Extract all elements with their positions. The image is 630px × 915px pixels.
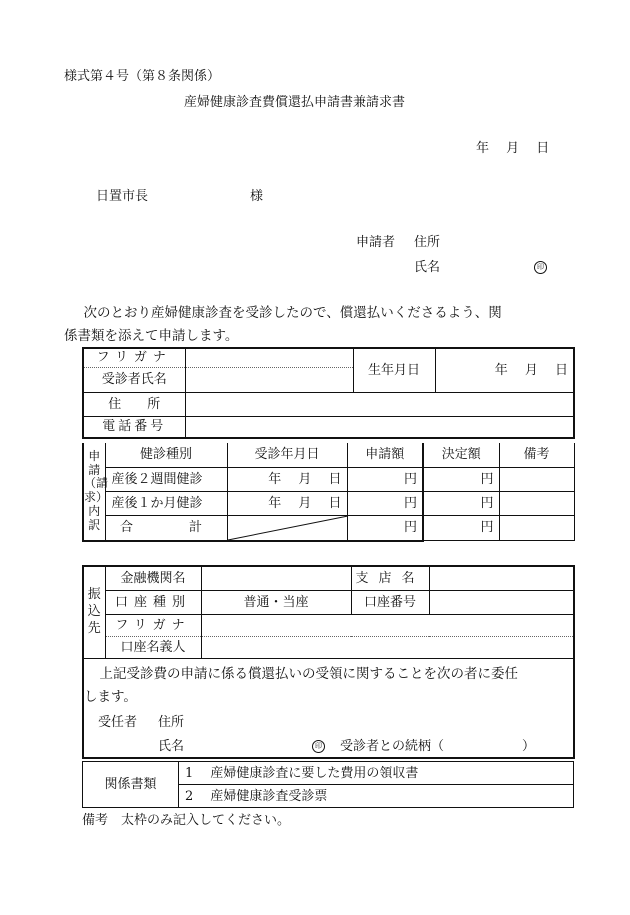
side-char: 先 — [87, 620, 101, 636]
side-char: 振 — [87, 586, 101, 602]
agent-seal — [312, 740, 325, 753]
row-date[interactable]: 年 月 日 — [227, 467, 347, 491]
document-item-2: 2 産婦健康診査受診票 — [185, 788, 328, 804]
furigana-field[interactable] — [185, 348, 353, 367]
row-apply[interactable]: 円 — [347, 467, 423, 491]
applicant-label: 申請者 — [356, 235, 396, 250]
addressee-honorific: 様 — [250, 189, 264, 204]
delegation-section — [83, 658, 574, 758]
total-date-void — [227, 515, 347, 541]
row-remarks — [499, 467, 574, 491]
header-kind: 健診種別 — [105, 443, 227, 467]
total-apply[interactable]: 円 — [347, 515, 423, 541]
header-apply: 申請額 — [347, 443, 423, 467]
phone-label: 電話番号 — [83, 416, 185, 438]
delegation-line-2: します。 — [84, 688, 137, 705]
bank-field[interactable] — [201, 566, 351, 590]
furigana-label: フリガナ — [83, 348, 185, 367]
total-decision: 円 — [423, 515, 499, 541]
applicant-address-label: 住所 — [414, 235, 441, 250]
side-char: （請 — [84, 476, 109, 491]
footer-note: 備考 太枠のみ記入してください。 — [82, 813, 291, 828]
intro-line-2: 係書類を添えて申請します。 — [64, 328, 239, 344]
agent-label: 受任者 — [98, 714, 138, 730]
row-decision: 円 — [423, 491, 499, 515]
agent-name-label: 氏名 — [158, 738, 185, 754]
holder-label: 口座名義人 — [105, 636, 201, 658]
holder-field[interactable] — [201, 636, 574, 658]
row-date[interactable]: 年 月 日 — [227, 491, 347, 515]
document-item-1: 1 産婦健康診査に要した費用の領収書 — [179, 762, 574, 785]
diagonal-line — [228, 516, 348, 540]
documents-label: 関係書類 — [83, 762, 179, 808]
table-row — [83, 467, 574, 491]
side-char: 請 — [88, 462, 101, 477]
row-decision: 円 — [423, 467, 499, 491]
applicant-name-label: 氏名 — [414, 260, 441, 275]
account-type-label: 口座種別 — [105, 590, 201, 614]
seal-icon: 印 — [534, 261, 547, 274]
delegation-line-1: 上記受診費の申請に係る償還払いの受領に関することを次の者に委任 — [86, 665, 518, 682]
patient-name-label: 受診者氏名 — [83, 367, 185, 392]
agent-address-label: 住所 — [158, 714, 185, 730]
total-remarks — [499, 515, 574, 541]
patient-info-table — [82, 347, 575, 439]
account-number-label: 口座番号 — [351, 590, 429, 614]
claim-breakdown-table — [82, 443, 575, 542]
side-char: 訳 — [88, 517, 101, 532]
side-char: 求） — [84, 490, 109, 505]
row-remarks — [499, 491, 574, 515]
header-remarks: 備考 — [499, 443, 574, 467]
birthdate-field[interactable]: 年 月 日 — [494, 362, 568, 378]
side-char: 込 — [87, 603, 101, 619]
account-type-field[interactable]: 普通・当座 — [201, 590, 351, 614]
table-row — [83, 491, 574, 515]
seal-mark — [534, 261, 547, 274]
patient-name-field[interactable] — [185, 367, 353, 392]
header-date: 受診年月日 — [227, 443, 347, 467]
address-label: 住 所 — [83, 392, 185, 416]
branch-label: 支店名 — [351, 566, 429, 590]
side-char: 内 — [88, 504, 101, 519]
row-apply[interactable]: 円 — [347, 491, 423, 515]
claim-side-label — [83, 443, 109, 541]
addressee-mayor: 日置市長 — [96, 189, 149, 204]
bank-transfer-table — [82, 565, 575, 759]
total-row — [83, 515, 574, 541]
bank-label: 金融機関名 — [105, 566, 201, 590]
row-kind: 産後２週間健診 — [105, 467, 227, 491]
header-decision: 決定額 — [423, 443, 499, 467]
branch-field[interactable] — [429, 566, 574, 590]
side-char: 申 — [88, 448, 101, 463]
form-number: 様式第４号（第８条関係） — [64, 69, 221, 84]
form-title: 産婦健康診査費償還払申請書兼請求書 — [184, 95, 406, 110]
birthdate-label: 生年月日 — [353, 348, 435, 392]
transfer-side-label — [83, 566, 105, 658]
application-date: 年 月 日 — [476, 141, 550, 156]
total-label: 合 計 — [105, 515, 227, 541]
row-kind: 産後１か月健診 — [105, 491, 227, 515]
intro-line-1: 次のとおり産婦健康診査を受診したので、償還払いくださるよう、関 — [70, 305, 502, 321]
address-field[interactable] — [185, 392, 574, 416]
seal-icon: 印 — [312, 740, 325, 753]
relationship-field[interactable]: 受診者との続柄（ ） — [340, 738, 536, 754]
phone-field[interactable] — [185, 416, 574, 438]
documents-table — [82, 761, 574, 808]
holder-furigana-label: フリガナ — [105, 614, 201, 636]
holder-furigana-field[interactable] — [201, 614, 574, 636]
account-number-field[interactable] — [429, 590, 574, 614]
